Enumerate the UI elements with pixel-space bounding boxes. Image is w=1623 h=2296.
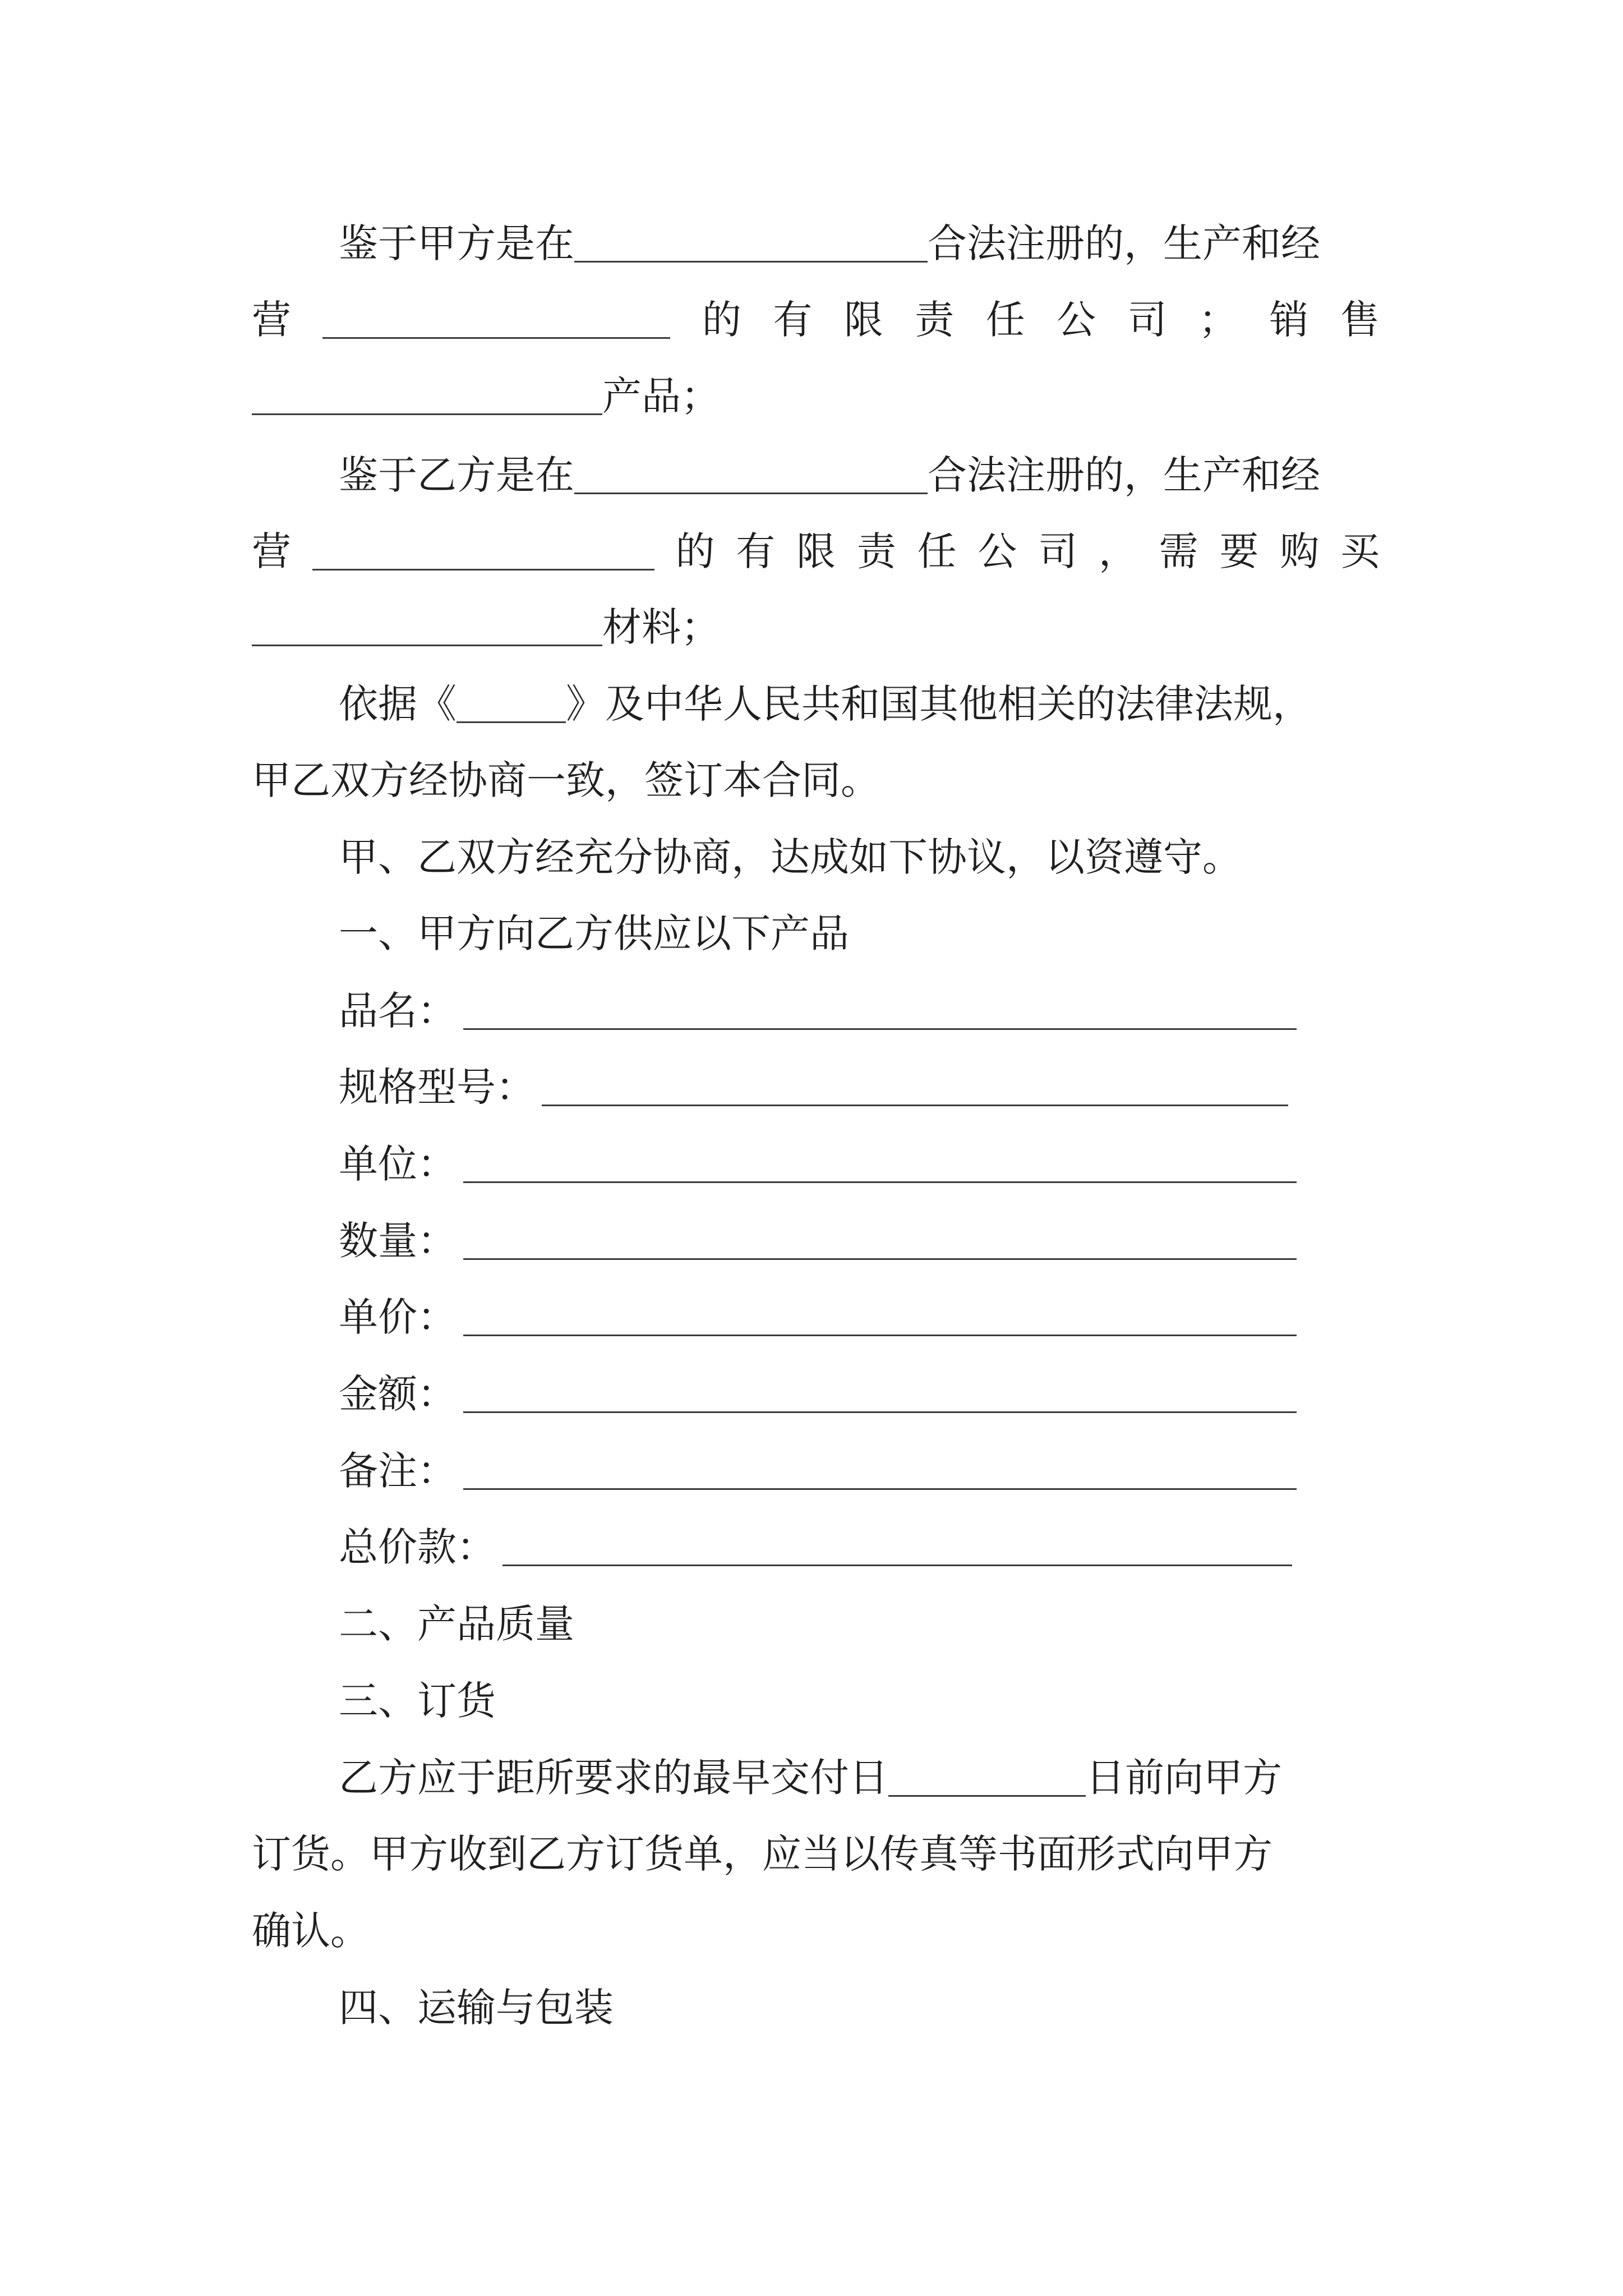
p2-line2-char: 购 (1280, 528, 1320, 574)
p1-line2-char: 售 (1340, 297, 1380, 343)
section3-title-text: 三、订货 (339, 1678, 496, 1724)
field-total-blank (502, 1531, 1292, 1566)
p1-line2 (252, 292, 1380, 348)
field-unit-row (339, 1136, 1297, 1192)
field-model-row (339, 1059, 1288, 1115)
p1-line1 (339, 215, 1320, 272)
p5-line3-text: 确认。 (252, 1908, 370, 1954)
law-name-blank (457, 688, 566, 723)
p1-line2-char: 的 (702, 297, 741, 343)
section3-title (339, 1673, 496, 1729)
p5-line3 (252, 1903, 370, 1959)
section2-title (339, 1596, 574, 1652)
p2-line2-char: 买 (1340, 528, 1380, 574)
field-model-label: 规格型号： (339, 1064, 535, 1110)
p3-line1-prefix: 依据《 (339, 681, 457, 727)
p2-line3-suffix: 材料； (602, 604, 720, 650)
p2-line3 (252, 599, 720, 655)
field-quantity-blank (463, 1225, 1297, 1260)
p1-line1-suffix: 合法注册的，生产和经 (928, 220, 1320, 266)
p1-line1-prefix: 鉴于甲方是在 (339, 220, 574, 266)
p1-line2-char: 公 (1057, 297, 1096, 343)
p2-line2 (252, 523, 1380, 579)
section1-title-text: 一、甲方向乙方供应以下产品 (339, 910, 849, 956)
p5-line1-suffix: 日前向甲方 (1086, 1755, 1282, 1801)
p1-line3-suffix: 产品； (602, 373, 720, 419)
p3-line1 (339, 676, 1312, 732)
field-amount-row (339, 1366, 1297, 1422)
field-name-row (339, 983, 1297, 1039)
p1-product-blank (252, 380, 602, 415)
section4-title (339, 1980, 614, 2036)
field-unit-price-row (339, 1289, 1297, 1345)
p1-business-blank (322, 304, 670, 339)
p4-text: 甲、乙双方经充分协商，达成如下协议，以资遵守。 (339, 834, 1242, 880)
field-amount-label: 金额： (339, 1371, 457, 1417)
p2-line2-start: 营 (252, 528, 291, 574)
field-unit-price-label: 单价： (339, 1294, 457, 1340)
p1-line2-char: 司 (1127, 297, 1167, 343)
p2-location-blank (574, 459, 928, 494)
p1-line2-char: 限 (843, 297, 883, 343)
field-total-row (339, 1519, 1292, 1575)
p2-line2-char: 责 (856, 528, 896, 574)
p1-line2-start: 营 (252, 297, 291, 343)
p3-line2 (252, 752, 880, 808)
field-unit-blank (463, 1148, 1297, 1183)
p2-line2-char: 公 (978, 528, 1017, 574)
p2-line2-char: 需 (1159, 528, 1198, 574)
p1-line3 (252, 368, 720, 424)
p1-line2-char: 有 (773, 297, 813, 343)
p2-business-blank (312, 536, 654, 570)
p2-line2-char: 限 (796, 528, 836, 574)
field-model-blank (542, 1071, 1288, 1106)
p2-line2-char: 要 (1219, 528, 1259, 574)
p4-line (339, 829, 1242, 885)
field-unit-label: 单位： (339, 1141, 457, 1187)
field-remark-label: 备注： (339, 1448, 457, 1494)
field-quantity-row (339, 1213, 1297, 1269)
field-quantity-label: 数量： (339, 1218, 457, 1264)
p2-line2-char: 任 (917, 528, 957, 574)
field-remark-blank (463, 1455, 1297, 1490)
field-unit-price-blank (463, 1301, 1297, 1336)
p5-line2 (252, 1826, 1272, 1882)
p1-line2-char: 销 (1269, 297, 1309, 343)
p2-material-blank (252, 611, 602, 646)
field-remark-row (339, 1443, 1297, 1499)
section2-title-text: 二、产品质量 (339, 1601, 574, 1647)
p5-line1-prefix: 乙方应于距所要求的最早交付日 (339, 1755, 888, 1801)
p5-line2-text: 订货。甲方收到乙方订货单，应当以传真等书面形式向甲方 (252, 1831, 1272, 1877)
field-name-label: 品名： (339, 988, 457, 1034)
p1-location-blank (574, 228, 928, 263)
p2-line2-char: 司 (1038, 528, 1078, 574)
p2-line2-char: 的 (675, 528, 715, 574)
field-amount-blank (463, 1378, 1297, 1413)
field-name-blank (463, 995, 1297, 1030)
section1-title (339, 905, 849, 961)
p2-line2-char: ， (1098, 528, 1138, 574)
p2-line2-char: 有 (736, 528, 776, 574)
p1-line2-char: 任 (985, 297, 1025, 343)
p1-line2-char: ； (1198, 297, 1238, 343)
p3-line2-text: 甲乙双方经协商一致，签订本合同。 (252, 757, 880, 803)
order-days-blank (888, 1762, 1086, 1797)
p3-line1-suffix: 》及中华人民共和国其他相关的法律法规， (566, 681, 1312, 727)
field-total-label: 总价款： (339, 1524, 496, 1570)
p2-line1-suffix: 合法注册的，生产和经 (928, 452, 1320, 498)
p1-line2-char: 责 (915, 297, 955, 343)
p2-line1-prefix: 鉴于乙方是在 (339, 452, 574, 498)
p2-line1 (339, 447, 1320, 503)
section4-title-text: 四、运输与包装 (339, 1985, 614, 2031)
p5-line1 (339, 1750, 1282, 1806)
